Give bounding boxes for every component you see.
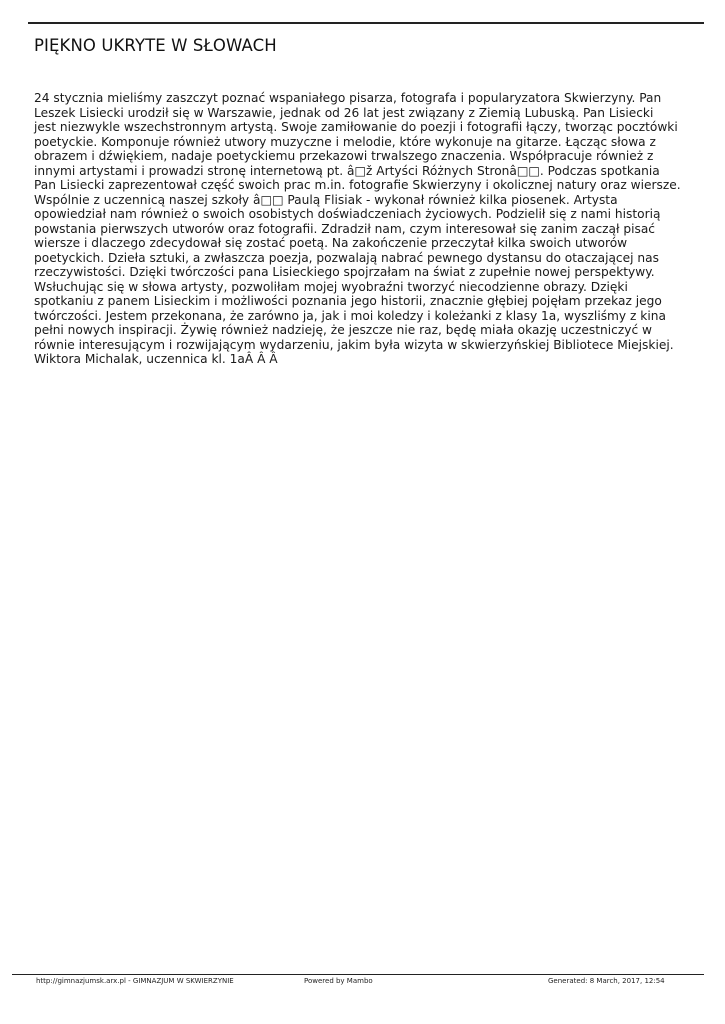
- article-line: jest niezwykle wszechstronnym artystą. Swoje zamiłowanie do poezji i fotografii łączy, tworząc pocztówki: [34, 120, 678, 134]
- article-line: wiersze i dlaczego zdecydował się zostać poetą. Na zakończenie przeczytał kilka swoich utworów: [34, 236, 628, 250]
- footer-generated-date: Generated: 8 March, 2017, 12:54: [548, 977, 665, 985]
- article-line: spotkaniu z panem Lisieckim i możliwości poznania jego historii, znacznie głębiej pojęłam przekaz jego: [34, 294, 662, 308]
- article-line: równie interesującym i rozwijającym wydarzeniu, jakim była wizyta w skwierzyńskiej Bibliotece Miejskiej.: [34, 337, 674, 352]
- article-signature: Wiktora Michalak, uczennica kl. 1aÂ Â Â: [34, 352, 278, 366]
- article-line: Wsłuchując się w słowa artysty, pozwoliłam mojej wyobraźni tworzyć niecodzienne obrazy. Dzięki: [34, 279, 628, 294]
- article-body: [34, 91, 699, 367]
- page-footer: [0, 977, 725, 989]
- footer-source-url: http://gimnazjumsk.arx.pl - GIMNAZJUM W SKWIERZYNIE: [36, 977, 234, 985]
- footer-powered-by: Powered by Mambo: [304, 977, 373, 985]
- article-line: opowiedział nam również o swoich osobistych doświadczeniach życiowych. Podzielił się z nami historią: [34, 207, 661, 221]
- top-divider: [28, 22, 704, 24]
- article-line: poetyckich. Dzieła sztuki, a zwłaszcza poezja, pozwalają nabrać pewnego dystansu do otaczającej nas: [34, 250, 659, 265]
- article-line: Pan Lisiecki zaprezentował część swoich prac m.in. fotografie Skwierzyny i okolicznej natury oraz wiersze.: [34, 178, 681, 192]
- article-line: Leszek Lisiecki urodził się w Warszawie, jednak od 26 lat jest związany z Ziemią Lubuską. Pan Lisiecki: [34, 105, 654, 120]
- article-line: twórczości. Jestem przekonana, że zarówno ja, jak i moi koledzy i koleżanki z klasy 1a, wyszliśmy z kina: [34, 308, 666, 323]
- article-line: innymi artystami i prowadzi stronę internetową pt. â□ž Artyści Różnych Stronâ□□. Podczas spotkania: [34, 163, 660, 178]
- article-title: PIĘKNO UKRYTE W SŁOWACH: [34, 36, 277, 55]
- article-line: rzeczywistości. Dzięki twórczości pana Lisieckiego spojrzałam na świat z zupełnie nowej perspektywy.: [34, 265, 655, 279]
- article-line: poetyckie. Komponuje również utwory muzyczne i melodie, które wykonuje na gitarze. Łącząc słowa z: [34, 134, 656, 149]
- footer-divider: [12, 974, 704, 975]
- article-line: pełni nowych inspiracji. Żywię również nadzieję, że jeszcze nie raz, będę miała okazję uczestniczyć w: [34, 323, 652, 337]
- article-line: Wspólnie z uczennicą naszej szkoły â□□ Paulą Flisiak - wykonał również kilka piosenek. Artysta: [34, 192, 618, 207]
- article-line: obrazem i dźwiękiem, nadaje poetyckiemu przekazowi trwalszego znaczenia. Współpracuje również z: [34, 149, 654, 163]
- article-line: 24 stycznia mieliśmy zaszczyt poznać wspaniałego pisarza, fotografa i popularyzatora Skwierzyny. Pan: [34, 91, 662, 105]
- article-line: powstania pierwszych utworów oraz fotografii. Zdradził nam, czym interesował się zanim zaczął pisać: [34, 221, 655, 236]
